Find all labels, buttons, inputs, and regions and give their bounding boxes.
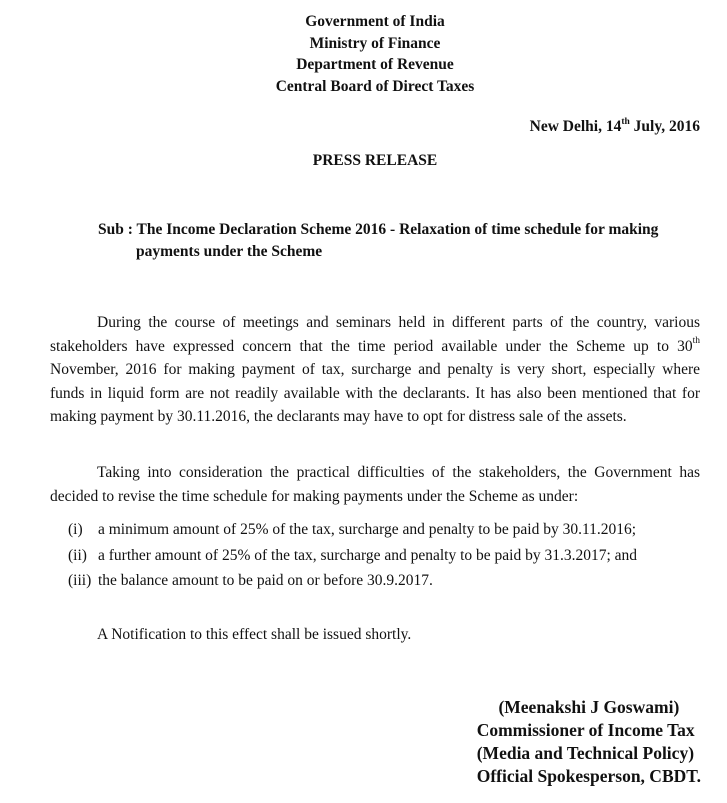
paragraph-line: making payment by 30.11.2016, the declarants may have to opt for distress sale of the assets. — [50, 408, 627, 425]
letterhead — [0, 11, 727, 97]
payment-schedule-list — [68, 517, 637, 594]
list-item — [68, 543, 637, 569]
signatory-department: (Media and Technical Policy) — [476, 743, 695, 763]
list-item — [68, 517, 637, 543]
signatory-name: (Meenakshi J Goswami) — [498, 697, 680, 717]
paragraph-line: November, 2016 for making payment of tax, surcharge and penalty is very short, especially where — [50, 361, 700, 378]
paragraph-line: During the course of meetings and seminars held in different parts of the country, various — [97, 314, 700, 331]
document-title: PRESS RELEASE — [312, 152, 438, 169]
dateline-prefix: New Delhi, 14 — [529, 118, 622, 135]
paragraph-line-text: stakeholders have expressed concern that the time period available under the Scheme up to 30 — [50, 337, 693, 355]
signatory-role: Official Spokesperson, CBDT. — [476, 766, 701, 786]
paragraph-line: Taking into consideration the practical difficulties of the stakeholders, the Government has — [97, 464, 700, 481]
list-item-number: (iii) — [68, 572, 92, 589]
dateline-suffix: July, 2016 — [629, 118, 700, 135]
paragraph-concerns — [50, 311, 700, 429]
list-item-number: (ii) — [68, 546, 87, 564]
signatory-title: Commissioner of Income Tax — [476, 720, 695, 740]
list-item-text: a minimum amount of 25% of the tax, surcharge and penalty to be paid by 30.11.2016; — [98, 521, 637, 538]
subject-line-2: payments under the Scheme — [136, 242, 323, 260]
list-item-text: the balance amount to be paid on or before 30.9.2017. — [98, 572, 433, 589]
dateline — [530, 118, 700, 136]
signature-block — [477, 696, 701, 788]
subject-line-1: Sub : The Income Declaration Scheme 2016 - Relaxation of time schedule for making — [98, 221, 659, 238]
list-item-text: a further amount of 25% of the tax, surcharge and penalty to be paid by 31.3.2017; and — [98, 546, 638, 564]
subject-line — [98, 219, 698, 262]
paragraph-decision — [50, 461, 700, 508]
paragraph-line: decided to revise the time schedule for making payments under the Scheme as under: — [50, 487, 579, 505]
dateline-ordinal: th — [621, 116, 630, 127]
ordinal-superscript: th — [692, 336, 700, 347]
paragraph-line — [50, 335, 700, 359]
letterhead-board: Central Board of Direct Taxes — [275, 77, 475, 95]
letterhead-government: Government of India — [305, 13, 445, 30]
list-item — [68, 568, 637, 594]
notification-statement: A Notification to this effect shall be issued shortly. — [97, 626, 412, 643]
letterhead-department: Department of Revenue — [296, 56, 454, 73]
paragraph-line: funds in liquid form are not readily available with the declarants. It has also been mentioned that for — [50, 384, 700, 402]
list-item-number: (i) — [68, 521, 83, 538]
letterhead-ministry: Ministry of Finance — [309, 34, 441, 52]
